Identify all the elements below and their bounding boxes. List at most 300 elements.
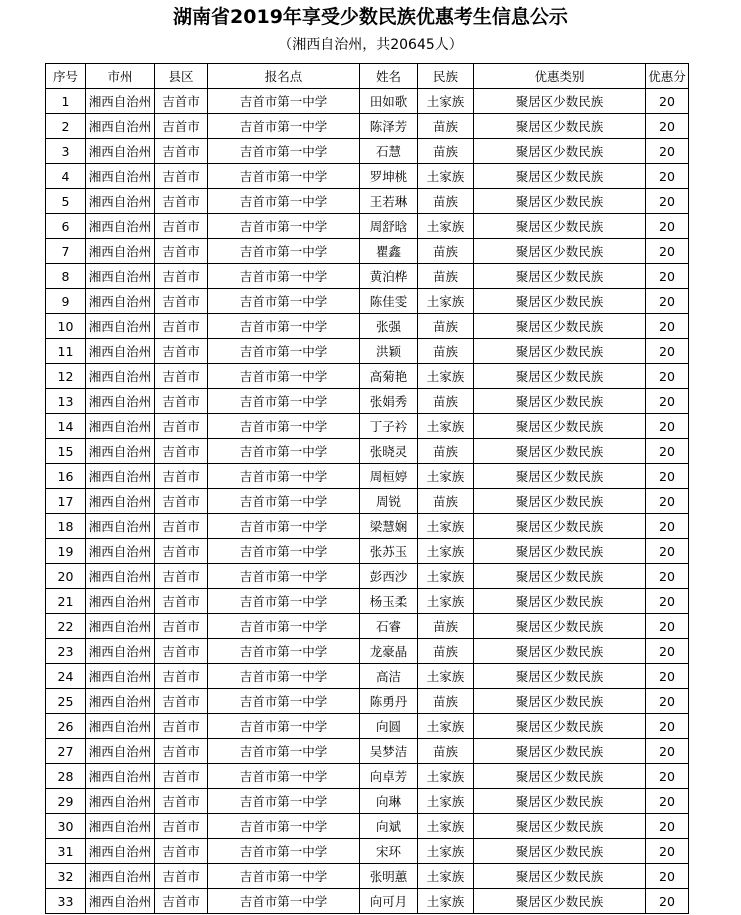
table-row xyxy=(46,539,689,564)
cell-name: 张强 xyxy=(360,314,418,339)
table-row xyxy=(46,639,689,664)
cell-county: 吉首市 xyxy=(155,264,208,289)
cell-city: 湘西自治州 xyxy=(86,714,155,739)
cell-no: 27 xyxy=(46,739,86,764)
table-row xyxy=(46,839,689,864)
cell-ethnicity: 土家族 xyxy=(418,464,474,489)
table-row xyxy=(46,789,689,814)
cell-category: 聚居区少数民族 xyxy=(474,339,646,364)
cell-site: 吉首市第一中学 xyxy=(208,89,360,114)
cell-points: 20 xyxy=(646,739,689,764)
cell-category: 聚居区少数民族 xyxy=(474,189,646,214)
cell-name: 张娟秀 xyxy=(360,389,418,414)
cell-county: 吉首市 xyxy=(155,539,208,564)
table-row xyxy=(46,814,689,839)
cell-points: 20 xyxy=(646,839,689,864)
cell-name: 石睿 xyxy=(360,614,418,639)
cell-name: 宋环 xyxy=(360,839,418,864)
table-row xyxy=(46,739,689,764)
cell-county: 吉首市 xyxy=(155,589,208,614)
cell-no: 19 xyxy=(46,539,86,564)
cell-ethnicity: 苗族 xyxy=(418,739,474,764)
cell-county: 吉首市 xyxy=(155,489,208,514)
cell-no: 14 xyxy=(46,414,86,439)
cell-name: 向卓芳 xyxy=(360,764,418,789)
table-row xyxy=(46,414,689,439)
column-header-no: 序号 xyxy=(46,64,86,89)
cell-ethnicity: 土家族 xyxy=(418,564,474,589)
table-header-row xyxy=(46,64,689,89)
cell-name: 杨玉柔 xyxy=(360,589,418,614)
cell-city: 湘西自治州 xyxy=(86,114,155,139)
page-title: 湖南省2019年享受少数民族优惠考生信息公示 xyxy=(173,6,568,28)
table-row xyxy=(46,164,689,189)
cell-points: 20 xyxy=(646,264,689,289)
cell-ethnicity: 苗族 xyxy=(418,139,474,164)
cell-ethnicity: 土家族 xyxy=(418,864,474,889)
cell-points: 20 xyxy=(646,789,689,814)
cell-city: 湘西自治州 xyxy=(86,789,155,814)
cell-points: 20 xyxy=(646,289,689,314)
cell-name: 张晓灵 xyxy=(360,439,418,464)
table-row xyxy=(46,239,689,264)
cell-city: 湘西自治州 xyxy=(86,814,155,839)
cell-city: 湘西自治州 xyxy=(86,89,155,114)
cell-site: 吉首市第一中学 xyxy=(208,239,360,264)
cell-city: 湘西自治州 xyxy=(86,689,155,714)
cell-site: 吉首市第一中学 xyxy=(208,114,360,139)
cell-name: 黄泊桦 xyxy=(360,264,418,289)
cell-name: 高洁 xyxy=(360,664,418,689)
cell-points: 20 xyxy=(646,464,689,489)
cell-points: 20 xyxy=(646,164,689,189)
cell-county: 吉首市 xyxy=(155,114,208,139)
cell-site: 吉首市第一中学 xyxy=(208,139,360,164)
cell-ethnicity: 苗族 xyxy=(418,264,474,289)
cell-city: 湘西自治州 xyxy=(86,164,155,189)
cell-city: 湘西自治州 xyxy=(86,739,155,764)
cell-category: 聚居区少数民族 xyxy=(474,314,646,339)
cell-county: 吉首市 xyxy=(155,764,208,789)
cell-no: 16 xyxy=(46,464,86,489)
cell-no: 32 xyxy=(46,864,86,889)
cell-ethnicity: 土家族 xyxy=(418,814,474,839)
cell-ethnicity: 土家族 xyxy=(418,89,474,114)
cell-name: 龙豪晶 xyxy=(360,639,418,664)
cell-county: 吉首市 xyxy=(155,714,208,739)
cell-county: 吉首市 xyxy=(155,89,208,114)
table-row xyxy=(46,389,689,414)
cell-points: 20 xyxy=(646,414,689,439)
cell-points: 20 xyxy=(646,589,689,614)
cell-points: 20 xyxy=(646,89,689,114)
cell-points: 20 xyxy=(646,339,689,364)
table-row xyxy=(46,289,689,314)
cell-ethnicity: 土家族 xyxy=(418,664,474,689)
cell-site: 吉首市第一中学 xyxy=(208,514,360,539)
cell-category: 聚居区少数民族 xyxy=(474,639,646,664)
cell-points: 20 xyxy=(646,714,689,739)
cell-points: 20 xyxy=(646,664,689,689)
cell-name: 周锐 xyxy=(360,489,418,514)
cell-no: 26 xyxy=(46,714,86,739)
cell-site: 吉首市第一中学 xyxy=(208,389,360,414)
column-header-site: 报名点 xyxy=(208,64,360,89)
cell-no: 1 xyxy=(46,89,86,114)
cell-site: 吉首市第一中学 xyxy=(208,614,360,639)
cell-ethnicity: 苗族 xyxy=(418,114,474,139)
cell-city: 湘西自治州 xyxy=(86,564,155,589)
cell-ethnicity: 苗族 xyxy=(418,389,474,414)
table-row xyxy=(46,339,689,364)
cell-no: 21 xyxy=(46,589,86,614)
cell-points: 20 xyxy=(646,139,689,164)
candidate-table xyxy=(45,63,689,914)
cell-ethnicity: 土家族 xyxy=(418,364,474,389)
cell-name: 罗坤桃 xyxy=(360,164,418,189)
table-row xyxy=(46,139,689,164)
cell-county: 吉首市 xyxy=(155,889,208,914)
cell-points: 20 xyxy=(646,489,689,514)
cell-no: 7 xyxy=(46,239,86,264)
cell-site: 吉首市第一中学 xyxy=(208,214,360,239)
cell-ethnicity: 土家族 xyxy=(418,589,474,614)
cell-ethnicity: 土家族 xyxy=(418,764,474,789)
cell-no: 23 xyxy=(46,639,86,664)
cell-category: 聚居区少数民族 xyxy=(474,739,646,764)
table-row xyxy=(46,589,689,614)
cell-no: 20 xyxy=(46,564,86,589)
cell-category: 聚居区少数民族 xyxy=(474,164,646,189)
cell-site: 吉首市第一中学 xyxy=(208,789,360,814)
cell-city: 湘西自治州 xyxy=(86,439,155,464)
cell-county: 吉首市 xyxy=(155,414,208,439)
cell-name: 周舒晗 xyxy=(360,214,418,239)
cell-city: 湘西自治州 xyxy=(86,139,155,164)
table-row xyxy=(46,89,689,114)
cell-name: 丁子衿 xyxy=(360,414,418,439)
cell-points: 20 xyxy=(646,514,689,539)
table-row xyxy=(46,314,689,339)
cell-site: 吉首市第一中学 xyxy=(208,289,360,314)
cell-county: 吉首市 xyxy=(155,139,208,164)
cell-name: 田如歌 xyxy=(360,89,418,114)
cell-name: 高菊艳 xyxy=(360,364,418,389)
cell-city: 湘西自治州 xyxy=(86,864,155,889)
cell-name: 陈泽芳 xyxy=(360,114,418,139)
cell-ethnicity: 土家族 xyxy=(418,889,474,914)
cell-points: 20 xyxy=(646,389,689,414)
cell-site: 吉首市第一中学 xyxy=(208,839,360,864)
cell-name: 石慧 xyxy=(360,139,418,164)
column-header-name: 姓名 xyxy=(360,64,418,89)
cell-points: 20 xyxy=(646,889,689,914)
cell-ethnicity: 土家族 xyxy=(418,839,474,864)
cell-city: 湘西自治州 xyxy=(86,839,155,864)
cell-no: 25 xyxy=(46,689,86,714)
cell-category: 聚居区少数民族 xyxy=(474,414,646,439)
cell-category: 聚居区少数民族 xyxy=(474,264,646,289)
cell-no: 13 xyxy=(46,389,86,414)
cell-city: 湘西自治州 xyxy=(86,889,155,914)
cell-county: 吉首市 xyxy=(155,864,208,889)
cell-site: 吉首市第一中学 xyxy=(208,539,360,564)
cell-name: 张苏玉 xyxy=(360,539,418,564)
cell-category: 聚居区少数民族 xyxy=(474,89,646,114)
cell-no: 22 xyxy=(46,614,86,639)
cell-county: 吉首市 xyxy=(155,839,208,864)
cell-name: 王若琳 xyxy=(360,189,418,214)
cell-ethnicity: 苗族 xyxy=(418,614,474,639)
cell-name: 梁慧娴 xyxy=(360,514,418,539)
cell-ethnicity: 土家族 xyxy=(418,514,474,539)
cell-ethnicity: 苗族 xyxy=(418,314,474,339)
cell-name: 向琳 xyxy=(360,789,418,814)
cell-site: 吉首市第一中学 xyxy=(208,589,360,614)
cell-site: 吉首市第一中学 xyxy=(208,639,360,664)
cell-site: 吉首市第一中学 xyxy=(208,464,360,489)
cell-ethnicity: 苗族 xyxy=(418,689,474,714)
cell-category: 聚居区少数民族 xyxy=(474,214,646,239)
cell-county: 吉首市 xyxy=(155,314,208,339)
cell-ethnicity: 土家族 xyxy=(418,789,474,814)
cell-points: 20 xyxy=(646,639,689,664)
cell-county: 吉首市 xyxy=(155,814,208,839)
table-row xyxy=(46,264,689,289)
cell-points: 20 xyxy=(646,114,689,139)
cell-points: 20 xyxy=(646,364,689,389)
table-row xyxy=(46,364,689,389)
cell-category: 聚居区少数民族 xyxy=(474,714,646,739)
cell-no: 8 xyxy=(46,264,86,289)
table-row xyxy=(46,764,689,789)
table-body xyxy=(46,89,689,914)
cell-site: 吉首市第一中学 xyxy=(208,414,360,439)
cell-site: 吉首市第一中学 xyxy=(208,339,360,364)
cell-no: 15 xyxy=(46,439,86,464)
cell-city: 湘西自治州 xyxy=(86,414,155,439)
cell-category: 聚居区少数民族 xyxy=(474,814,646,839)
cell-category: 聚居区少数民族 xyxy=(474,564,646,589)
cell-county: 吉首市 xyxy=(155,364,208,389)
cell-category: 聚居区少数民族 xyxy=(474,789,646,814)
cell-site: 吉首市第一中学 xyxy=(208,739,360,764)
cell-points: 20 xyxy=(646,814,689,839)
cell-points: 20 xyxy=(646,539,689,564)
cell-no: 33 xyxy=(46,889,86,914)
table-row xyxy=(46,189,689,214)
cell-no: 28 xyxy=(46,764,86,789)
cell-no: 12 xyxy=(46,364,86,389)
cell-no: 17 xyxy=(46,489,86,514)
cell-points: 20 xyxy=(646,564,689,589)
cell-points: 20 xyxy=(646,239,689,264)
cell-county: 吉首市 xyxy=(155,214,208,239)
cell-points: 20 xyxy=(646,614,689,639)
cell-name: 向可月 xyxy=(360,889,418,914)
cell-ethnicity: 土家族 xyxy=(418,289,474,314)
cell-category: 聚居区少数民族 xyxy=(474,889,646,914)
cell-category: 聚居区少数民族 xyxy=(474,239,646,264)
cell-county: 吉首市 xyxy=(155,439,208,464)
cell-ethnicity: 土家族 xyxy=(418,164,474,189)
cell-county: 吉首市 xyxy=(155,639,208,664)
table-row xyxy=(46,889,689,914)
cell-no: 5 xyxy=(46,189,86,214)
cell-name: 张明蕙 xyxy=(360,864,418,889)
table-row xyxy=(46,564,689,589)
cell-no: 10 xyxy=(46,314,86,339)
cell-site: 吉首市第一中学 xyxy=(208,439,360,464)
cell-name: 吴梦洁 xyxy=(360,739,418,764)
cell-no: 18 xyxy=(46,514,86,539)
cell-no: 29 xyxy=(46,789,86,814)
cell-county: 吉首市 xyxy=(155,689,208,714)
table-row xyxy=(46,689,689,714)
cell-city: 湘西自治州 xyxy=(86,514,155,539)
cell-county: 吉首市 xyxy=(155,514,208,539)
cell-county: 吉首市 xyxy=(155,289,208,314)
cell-ethnicity: 苗族 xyxy=(418,639,474,664)
cell-county: 吉首市 xyxy=(155,789,208,814)
cell-category: 聚居区少数民族 xyxy=(474,589,646,614)
cell-county: 吉首市 xyxy=(155,464,208,489)
cell-category: 聚居区少数民族 xyxy=(474,114,646,139)
cell-category: 聚居区少数民族 xyxy=(474,464,646,489)
cell-category: 聚居区少数民族 xyxy=(474,664,646,689)
cell-no: 30 xyxy=(46,814,86,839)
cell-city: 湘西自治州 xyxy=(86,339,155,364)
cell-ethnicity: 苗族 xyxy=(418,189,474,214)
cell-ethnicity: 苗族 xyxy=(418,489,474,514)
cell-county: 吉首市 xyxy=(155,189,208,214)
cell-site: 吉首市第一中学 xyxy=(208,814,360,839)
cell-points: 20 xyxy=(646,764,689,789)
cell-county: 吉首市 xyxy=(155,614,208,639)
table-row xyxy=(46,464,689,489)
cell-points: 20 xyxy=(646,214,689,239)
cell-name: 周桓婷 xyxy=(360,464,418,489)
cell-county: 吉首市 xyxy=(155,564,208,589)
table-row xyxy=(46,114,689,139)
table-row xyxy=(46,439,689,464)
cell-category: 聚居区少数民族 xyxy=(474,439,646,464)
table-row xyxy=(46,664,689,689)
cell-points: 20 xyxy=(646,439,689,464)
cell-category: 聚居区少数民族 xyxy=(474,389,646,414)
cell-points: 20 xyxy=(646,864,689,889)
cell-site: 吉首市第一中学 xyxy=(208,689,360,714)
cell-ethnicity: 苗族 xyxy=(418,239,474,264)
cell-site: 吉首市第一中学 xyxy=(208,364,360,389)
cell-city: 湘西自治州 xyxy=(86,214,155,239)
cell-city: 湘西自治州 xyxy=(86,364,155,389)
cell-points: 20 xyxy=(646,314,689,339)
cell-no: 24 xyxy=(46,664,86,689)
cell-site: 吉首市第一中学 xyxy=(208,664,360,689)
cell-category: 聚居区少数民族 xyxy=(474,614,646,639)
cell-ethnicity: 苗族 xyxy=(418,439,474,464)
cell-site: 吉首市第一中学 xyxy=(208,164,360,189)
cell-city: 湘西自治州 xyxy=(86,239,155,264)
cell-category: 聚居区少数民族 xyxy=(474,139,646,164)
cell-no: 31 xyxy=(46,839,86,864)
cell-city: 湘西自治州 xyxy=(86,589,155,614)
cell-category: 聚居区少数民族 xyxy=(474,364,646,389)
cell-site: 吉首市第一中学 xyxy=(208,714,360,739)
cell-county: 吉首市 xyxy=(155,239,208,264)
cell-category: 聚居区少数民族 xyxy=(474,514,646,539)
cell-site: 吉首市第一中学 xyxy=(208,864,360,889)
cell-county: 吉首市 xyxy=(155,664,208,689)
cell-category: 聚居区少数民族 xyxy=(474,539,646,564)
cell-ethnicity: 苗族 xyxy=(418,339,474,364)
cell-category: 聚居区少数民族 xyxy=(474,289,646,314)
cell-no: 9 xyxy=(46,289,86,314)
cell-city: 湘西自治州 xyxy=(86,264,155,289)
page-subtitle: （湘西自治州，共20645人） xyxy=(278,37,463,53)
table-row xyxy=(46,514,689,539)
cell-site: 吉首市第一中学 xyxy=(208,564,360,589)
cell-category: 聚居区少数民族 xyxy=(474,764,646,789)
cell-site: 吉首市第一中学 xyxy=(208,314,360,339)
cell-no: 2 xyxy=(46,114,86,139)
cell-ethnicity: 土家族 xyxy=(418,714,474,739)
cell-site: 吉首市第一中学 xyxy=(208,489,360,514)
cell-site: 吉首市第一中学 xyxy=(208,264,360,289)
cell-ethnicity: 土家族 xyxy=(418,414,474,439)
table-row xyxy=(46,214,689,239)
cell-name: 瞿鑫 xyxy=(360,239,418,264)
column-header-city: 市州 xyxy=(86,64,155,89)
cell-city: 湘西自治州 xyxy=(86,389,155,414)
cell-no: 3 xyxy=(46,139,86,164)
cell-points: 20 xyxy=(646,689,689,714)
cell-city: 湘西自治州 xyxy=(86,464,155,489)
cell-category: 聚居区少数民族 xyxy=(474,839,646,864)
column-header-ethnicity: 民族 xyxy=(418,64,474,89)
cell-city: 湘西自治州 xyxy=(86,664,155,689)
cell-no: 11 xyxy=(46,339,86,364)
cell-city: 湘西自治州 xyxy=(86,764,155,789)
cell-city: 湘西自治州 xyxy=(86,314,155,339)
cell-county: 吉首市 xyxy=(155,739,208,764)
cell-ethnicity: 土家族 xyxy=(418,214,474,239)
cell-city: 湘西自治州 xyxy=(86,289,155,314)
cell-name: 洪颖 xyxy=(360,339,418,364)
cell-ethnicity: 土家族 xyxy=(418,539,474,564)
cell-name: 向斌 xyxy=(360,814,418,839)
table-row xyxy=(46,864,689,889)
cell-city: 湘西自治州 xyxy=(86,614,155,639)
cell-site: 吉首市第一中学 xyxy=(208,189,360,214)
cell-category: 聚居区少数民族 xyxy=(474,689,646,714)
cell-city: 湘西自治州 xyxy=(86,539,155,564)
cell-city: 湘西自治州 xyxy=(86,489,155,514)
column-header-category: 优惠类别 xyxy=(474,64,646,89)
column-header-county: 县区 xyxy=(155,64,208,89)
cell-county: 吉首市 xyxy=(155,389,208,414)
cell-site: 吉首市第一中学 xyxy=(208,889,360,914)
cell-category: 聚居区少数民族 xyxy=(474,489,646,514)
cell-category: 聚居区少数民族 xyxy=(474,864,646,889)
cell-name: 彭西沙 xyxy=(360,564,418,589)
cell-no: 4 xyxy=(46,164,86,189)
cell-no: 6 xyxy=(46,214,86,239)
column-header-points: 优惠分 xyxy=(646,64,689,89)
cell-county: 吉首市 xyxy=(155,164,208,189)
table-row xyxy=(46,489,689,514)
